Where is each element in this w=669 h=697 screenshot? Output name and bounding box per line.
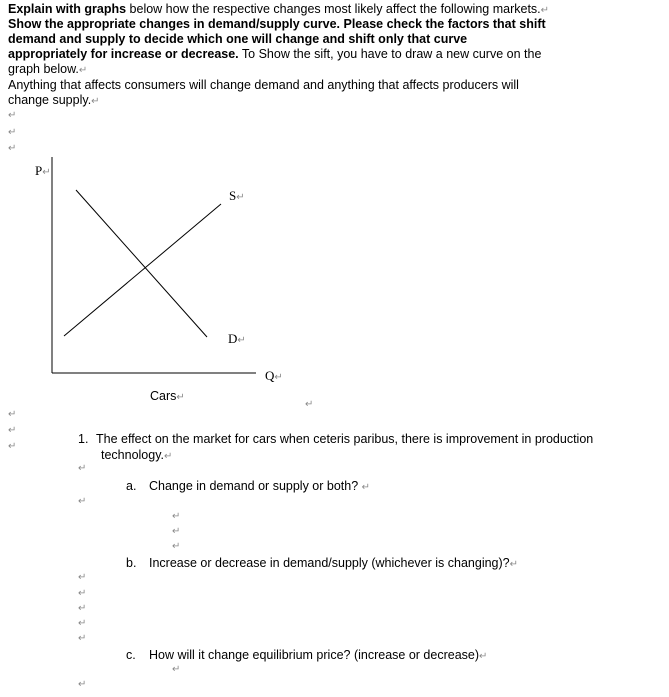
intro-bold-lead: Explain with graphs xyxy=(8,2,127,16)
sub-question-b-text: Increase or decrease in demand/supply (whichever is changing)?↵ xyxy=(149,556,519,570)
return-mark: ↵ xyxy=(78,496,87,507)
return-mark: ↵ xyxy=(8,441,17,452)
demand-curve xyxy=(76,190,207,337)
quantity-axis-label: Q↵ xyxy=(265,368,283,383)
return-mark: ↵ xyxy=(78,679,87,690)
demand-curve-label: D↵ xyxy=(228,331,246,346)
return-mark: ↵ xyxy=(8,110,17,121)
return-mark: ↵ xyxy=(78,65,88,76)
return-mark: ↵ xyxy=(78,572,87,583)
question-1-number: 1. xyxy=(78,432,89,446)
return-mark: ↵ xyxy=(8,127,17,138)
graph-caption: Cars↵ xyxy=(150,389,185,403)
return-mark: ↵ xyxy=(78,618,87,629)
return-mark: ↵ xyxy=(8,425,17,436)
return-mark: ↵ xyxy=(78,463,87,474)
intro-line-2-text: Show the appropriate changes in demand/supply curve. Please check the factors that shift xyxy=(8,17,546,31)
sub-question-c-letter: c. xyxy=(126,648,136,662)
return-mark: ↵ xyxy=(78,633,87,644)
return-mark: ↵ xyxy=(172,664,181,675)
return-mark: ↵ xyxy=(8,143,17,154)
return-mark: ↵ xyxy=(78,603,87,614)
return-mark: ↵ xyxy=(540,5,550,16)
return-mark: ↵ xyxy=(172,511,181,522)
return-mark: ↵ xyxy=(305,399,314,410)
intro-line-5-text: graph below. xyxy=(8,62,79,76)
question-1-line-2: technology.↵ xyxy=(101,448,173,462)
price-axis-label: P↵ xyxy=(35,163,51,178)
intro-line-6-text: Anything that affects consumers will change demand and anything that affects producers will xyxy=(8,78,519,92)
intro-line-7-text: change supply. xyxy=(8,93,92,107)
return-mark: ↵ xyxy=(91,96,100,107)
return-mark: ↵ xyxy=(78,588,87,599)
supply-curve xyxy=(64,204,221,336)
question-1-line-1: The effect on the market for cars when ceteris paribus, there is improvement in production xyxy=(96,432,594,446)
return-mark: ↵ xyxy=(8,409,17,420)
sub-question-b-letter: b. xyxy=(126,556,137,570)
intro-line-4-rest: To Show the sift, you have to draw a new curve on the xyxy=(238,47,542,61)
intro-line-3-text: demand and supply to decide which one will change and shift only that curve xyxy=(8,32,468,46)
intro-line-1-rest: below how the respective changes most likely affect the following markets. xyxy=(126,2,541,16)
sub-question-a-text: Change in demand or supply or both? ↵ xyxy=(149,479,371,493)
intro-line-4-bold: appropriately for increase or decrease. xyxy=(8,47,239,61)
sub-question-c-text: How will it change equilibrium price? (increase or decrease)↵ xyxy=(149,648,488,662)
sub-question-a-letter: a. xyxy=(126,479,137,493)
return-mark: ↵ xyxy=(172,526,181,537)
return-mark: ↵ xyxy=(172,541,181,552)
supply-curve-label: S↵ xyxy=(229,188,245,203)
